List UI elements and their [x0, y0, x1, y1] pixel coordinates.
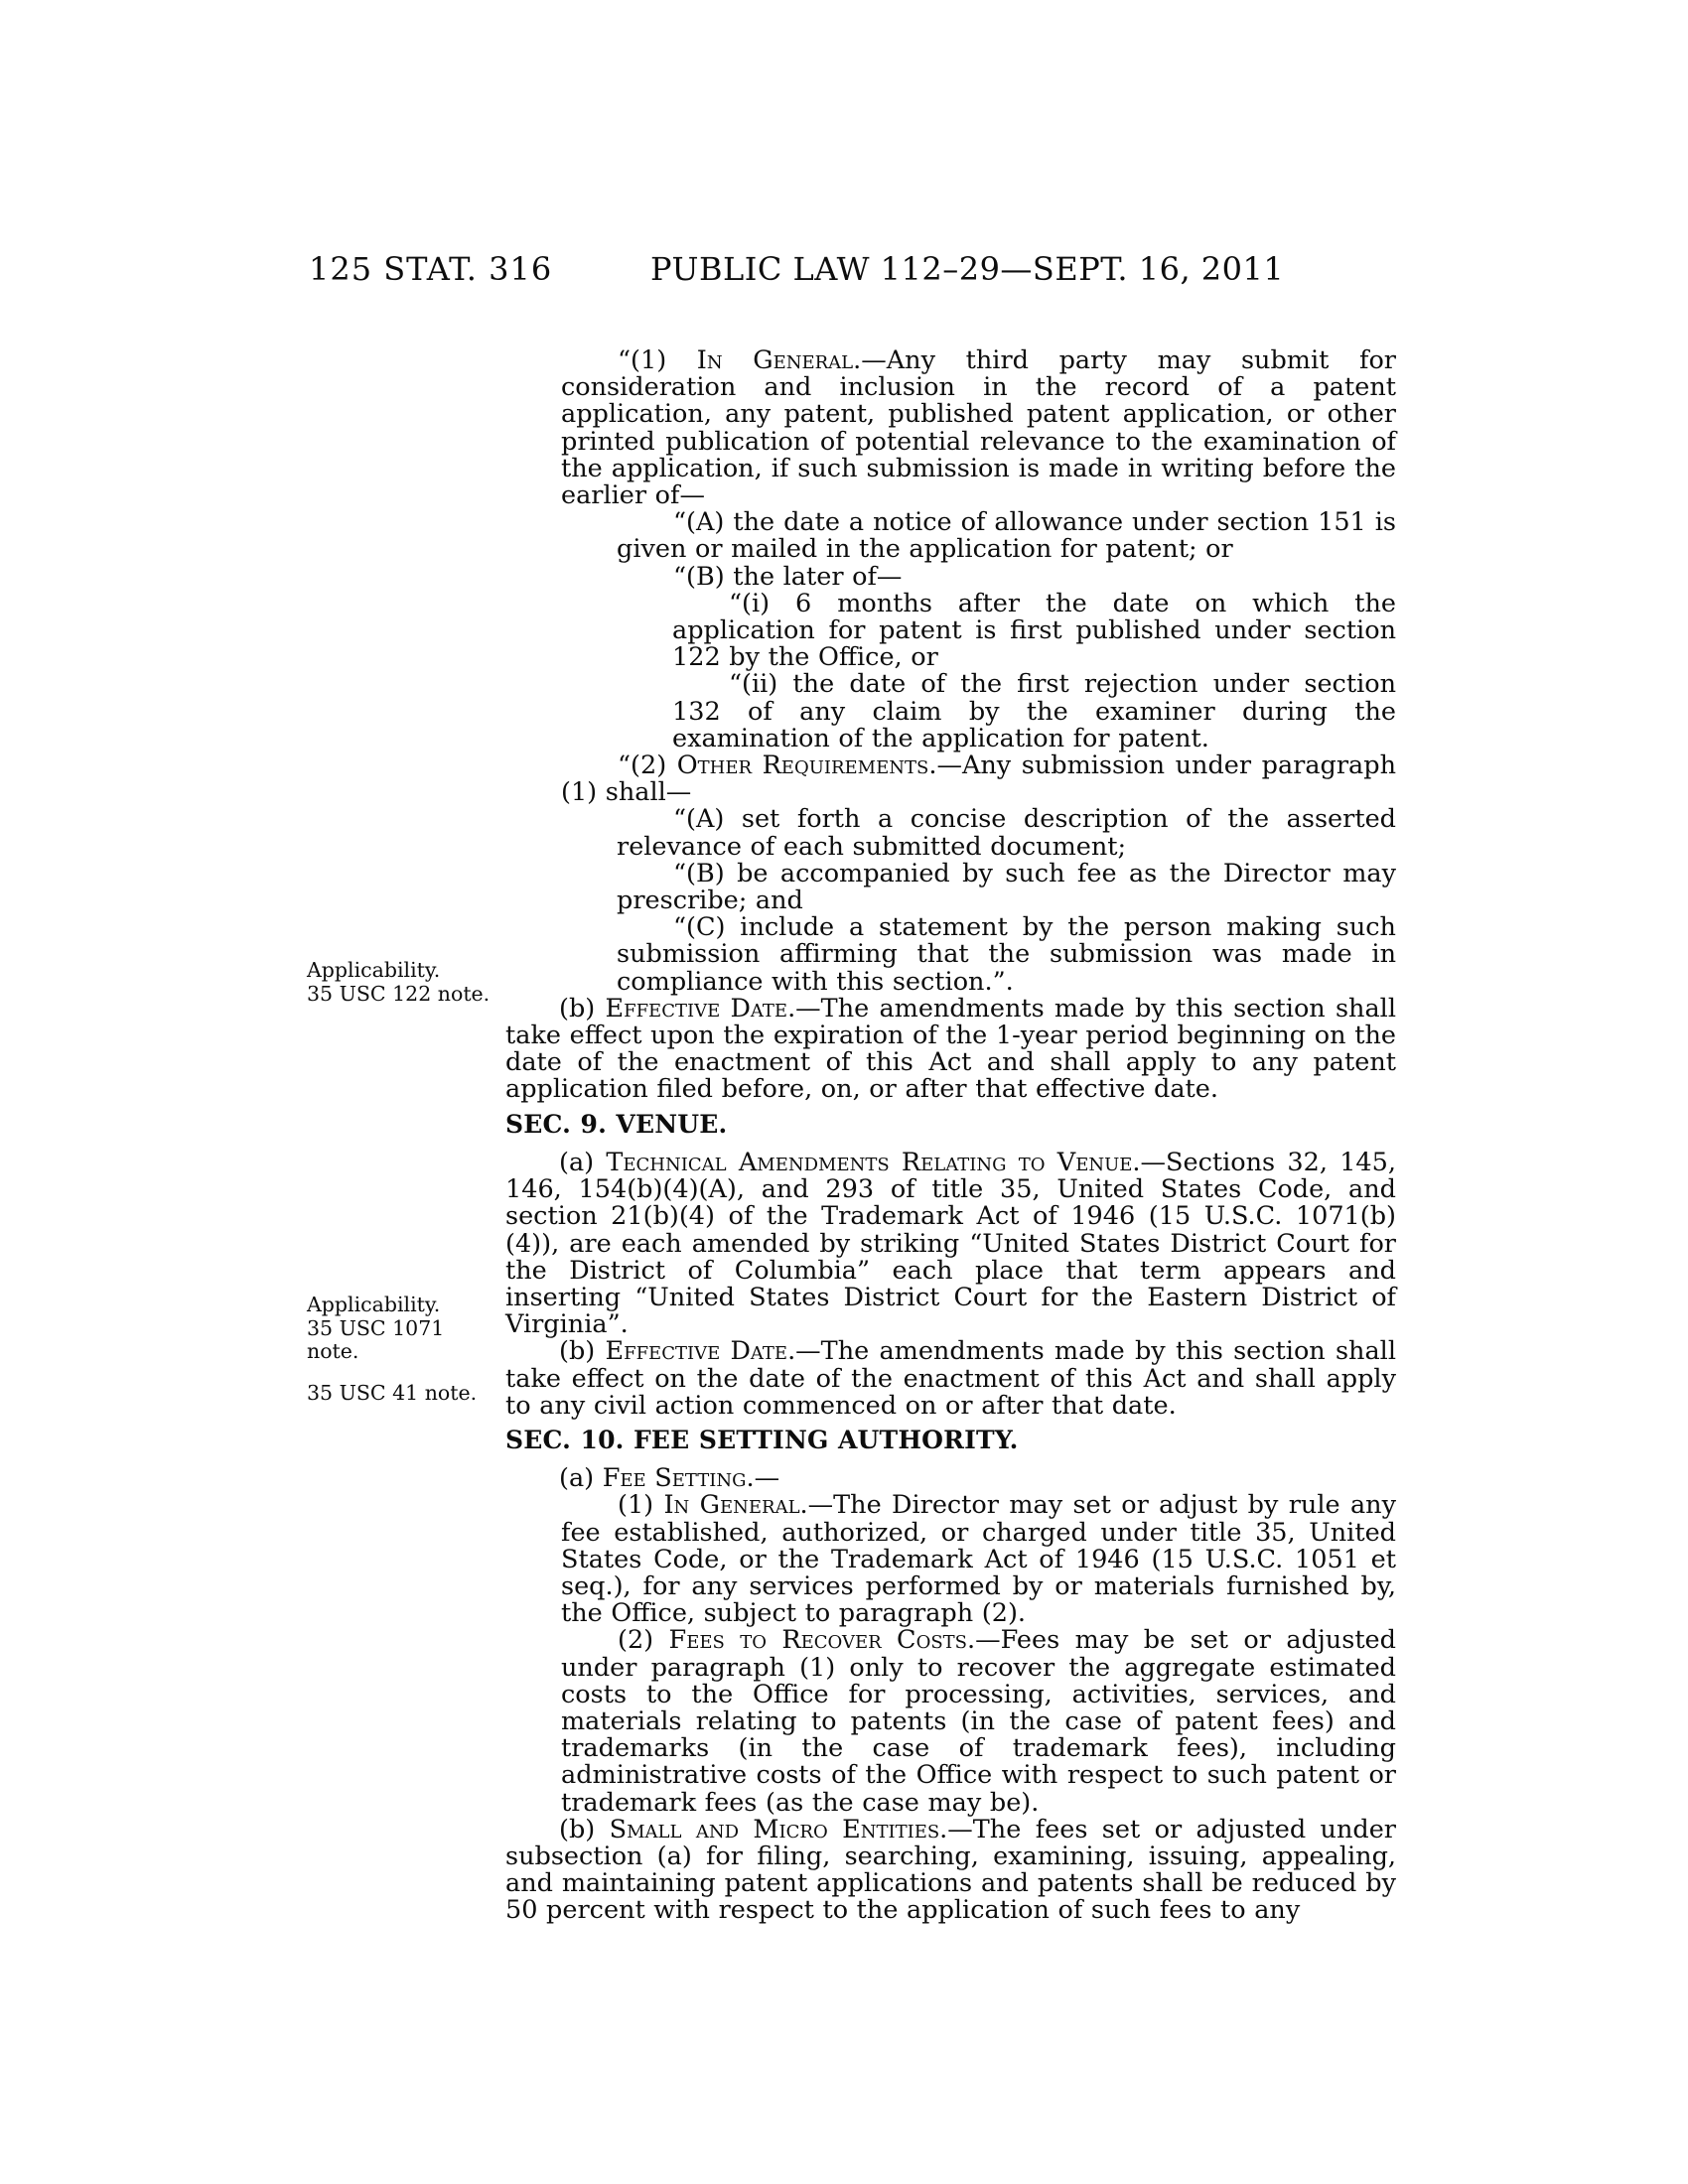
para-enum: “(1): [618, 345, 697, 375]
subpara-C-statement: [617, 914, 1396, 996]
para-label: In General: [663, 1490, 800, 1521]
para-2-fees-to-recover-costs: [561, 1627, 1396, 1816]
margin-note-line: 35 USC 122 note.: [307, 981, 491, 1006]
para-enum: “(2): [618, 751, 677, 781]
para-1-in-general: [561, 347, 1396, 509]
para-label: Small and Micro Entities: [609, 1814, 940, 1844]
para-enum: (a): [559, 1463, 603, 1494]
para-text: .—Any submission under paragraph (1) shall—: [561, 751, 1397, 808]
para-label: In General: [696, 345, 854, 375]
clause-ii-first-rejection: [672, 671, 1396, 752]
margin-note-line: 35 USC 1071: [307, 1315, 445, 1340]
para-enum: (b): [559, 1814, 610, 1844]
subsec-a-fee-setting: [505, 1465, 1396, 1492]
para-text: the date a notice of allowance under section 151 is given or mailed in the application for patent; or: [617, 507, 1396, 565]
section-heading-sec-9: SEC. 9. VENUE.: [505, 1109, 728, 1139]
para-text: .—Any third party may submit for consideration and inclusion in the record of a patent application, any patent, published patent application, or other printed publication of potential relevance to the examination of the application, if such submission is made in writing before the earlier of—: [561, 345, 1396, 511]
para-enum: (b): [559, 1336, 606, 1367]
subsec-a-technical-amendments-venue: [505, 1147, 1396, 1340]
para-text: .—The fees set or adjusted under subsection (a) for filing, searching, examining, issuing, appealing, and maintaining patent applications and patents shall be reduced by 50 percent with respect to the application of such fees to any: [505, 1814, 1396, 1926]
para-enum: “(i): [729, 588, 796, 618]
margin-note-applicability-122: [307, 959, 501, 1006]
para-label: Effective Date: [605, 993, 788, 1024]
para-enum: (2): [618, 1625, 669, 1656]
section-heading-sec-10: SEC. 10. FEE SETTING AUTHORITY.: [505, 1425, 1019, 1454]
para-enum: “(B): [673, 561, 734, 592]
subsec-b-effective-date-sec9: [505, 1338, 1396, 1420]
para-text: .—The amendments made by this section shall take effect upon the expiration of the 1-year period beginning on the date of the enactment of this Act and shall apply to any patent application filed before, on, or after that effective date.: [505, 993, 1396, 1105]
para-2-other-requirements: [561, 752, 1396, 806]
para-1-in-general-sec10: [561, 1492, 1396, 1627]
para-text: 6 months after the date on which the application for patent is first published under section 122 by the Office, or: [672, 588, 1396, 673]
subpara-A-notice-of-allowance: [617, 509, 1396, 563]
public-law-title: PUBLIC LAW 112–29—SEPT. 16, 2011: [650, 250, 1285, 288]
para-text: the date of the first rejection under section 132 of any claim by the examiner during the examination of the application for patent.: [672, 669, 1396, 753]
para-enum: “(ii): [729, 669, 793, 700]
margin-note-line: 35 USC 41 note.: [307, 1381, 478, 1405]
subsec-b-small-and-micro-entities: [505, 1814, 1396, 1926]
running-head: [0, 250, 1688, 292]
margin-note-41: [307, 1382, 501, 1406]
margin-note-line: Applicability.: [307, 958, 441, 982]
para-enum: (b): [559, 993, 606, 1024]
para-text: .—Sections 32, 145, 146, 154(b)(4)(A), and 293 of title 35, United States Code, and section 21(b)(4) of the Trademark Act of 1946 (15 U.S.C. 1071(b)(4)), are each amended by striking “United States District Court for the District of Columbia” each place that term appears and inserting “United States District Court for the Eastern District of Virginia”.: [505, 1147, 1396, 1340]
stat-citation: 125 STAT. 316: [309, 250, 553, 288]
para-label: Effective Date: [605, 1336, 788, 1367]
para-label: Fees to Recover Costs: [668, 1625, 967, 1656]
para-label: Other Requirements: [676, 751, 929, 781]
subpara-B-fee: [617, 858, 1396, 916]
para-label: Fee Setting: [602, 1463, 747, 1494]
para-text: .—Fees may be set or adjusted under paragraph (1) only to recover the aggregate estimated costs to the Office for processing, activities, services, and materials relating to patents (in the case of patent fees) and trademarks (in the case of trademark fees), including administrative costs of the Office with respect to such patent or trademark fees (as the case may be).: [561, 1625, 1396, 1818]
para-text: be accompanied by such fee as the Director may prescribe; and: [617, 858, 1396, 916]
para-text: .—: [746, 1463, 780, 1494]
margin-note-applicability-1071: [307, 1294, 501, 1364]
margin-note-line: Applicability.: [307, 1293, 441, 1316]
para-enum: (1): [618, 1490, 664, 1521]
subsec-b-effective-date-sec8: [505, 993, 1396, 1105]
para-enum: “(B): [673, 858, 738, 888]
para-label: Technical Amendments Relating to Venue: [606, 1147, 1133, 1177]
para-text: the later of—: [733, 561, 903, 592]
para-enum: (a): [559, 1147, 607, 1177]
para-text: include a statement by the person making such submission affirming that the submission was made in compliance with this section.”.: [617, 912, 1396, 997]
clause-i-six-months: [672, 588, 1396, 673]
subpara-B-later-of: [617, 561, 1396, 592]
para-text: .—The amendments made by this section shall take effect on the date of the enactment of this Act and shall apply to any civil action commenced on or after that date.: [505, 1336, 1396, 1421]
para-text: .—The Director may set or adjust by rule any fee established, authorized, or charged under title 35, United States Code, or the Trademark Act of 1946 (15 U.S.C. 1051 et seq.), for any services performed by or materials furnished by, the Office, subject to paragraph (2).: [561, 1490, 1396, 1629]
margin-note-line: note.: [307, 1339, 359, 1363]
para-enum: “(A): [673, 507, 734, 538]
para-enum: “(C): [673, 912, 741, 943]
para-text: set forth a concise description of the asserted relevance of each submitted document;: [617, 804, 1396, 862]
para-enum: “(A): [673, 804, 742, 835]
subpara-A-concise-description: [617, 806, 1396, 860]
statute-body: [505, 347, 1396, 1925]
